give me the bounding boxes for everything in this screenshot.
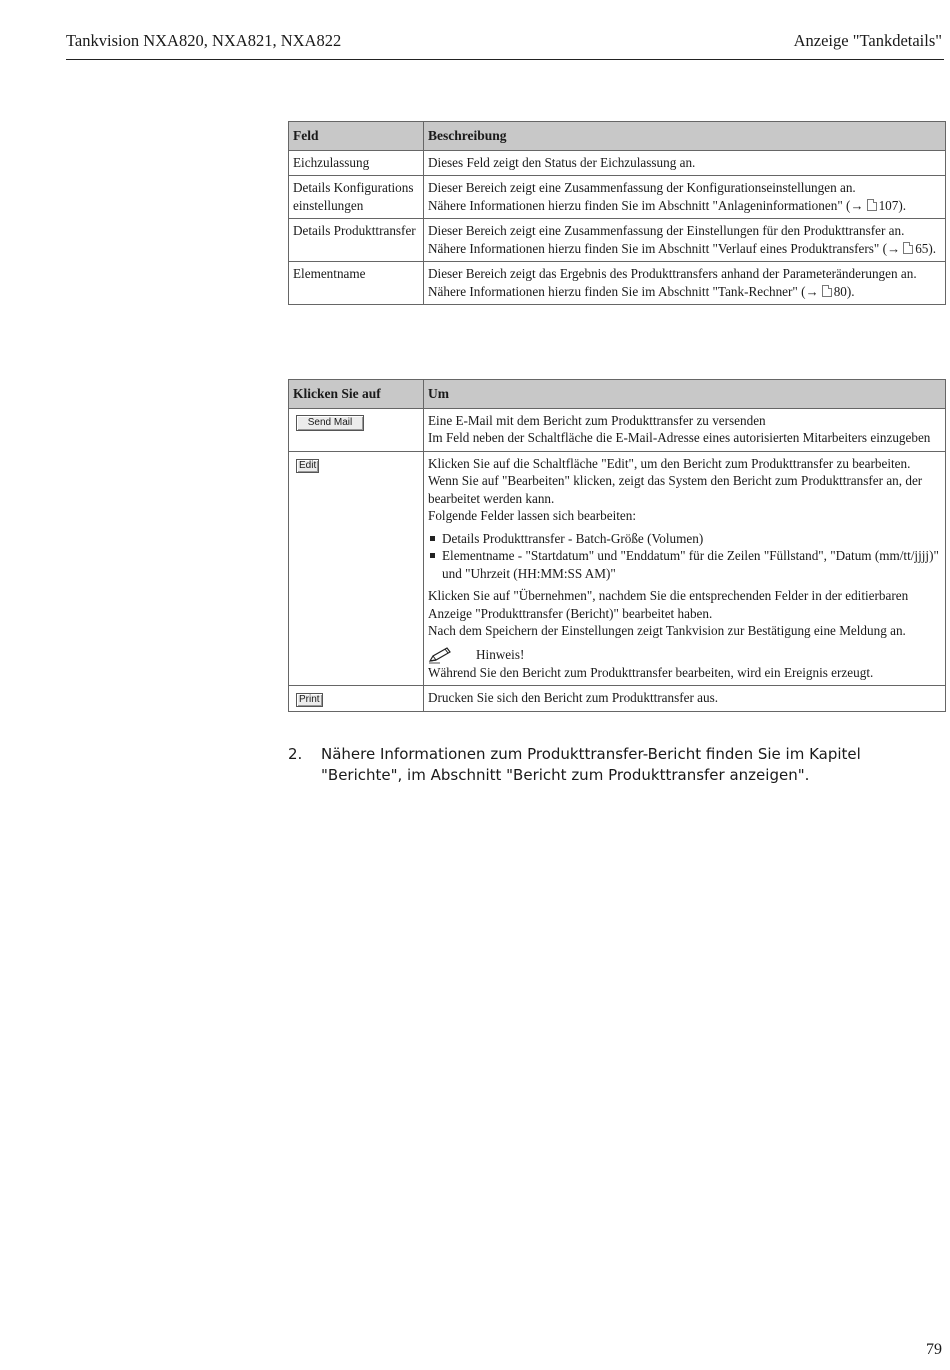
column-header-click: Klicken Sie auf [289, 380, 424, 409]
table-row [289, 150, 946, 176]
field-name: Details Produkttransfer [289, 219, 424, 262]
header-rule [66, 59, 944, 60]
table-row [289, 408, 946, 451]
table-row [289, 686, 946, 712]
action-description: Im Feld neben der Schaltfläche die E-Mail-Adresse eines autorisierten Mitarbeiters einzugeben [428, 430, 931, 445]
field-name: Eichzulassung [289, 150, 424, 176]
action-description: Wenn Sie auf "Bearbeiten" klicken, zeigt das System den Bericht zum Produkttransfer an, der bearbeitet werden kann. [428, 473, 923, 506]
field-description [424, 219, 946, 262]
description-line: Dieser Bereich zeigt eine Zusammenfassung der Einstellungen für den Produkttransfer an. [428, 223, 905, 238]
action-description: Folgende Felder lassen sich bearbeiten: [428, 508, 637, 523]
column-header-description: Beschreibung [424, 122, 946, 151]
description-reference: Nähere Informationen hierzu finden Sie im Abschnitt "Tank-Rechner" (→ 80). [428, 283, 855, 299]
field-description-table [288, 121, 946, 305]
note-heading [428, 646, 941, 664]
step-text: Nähere Informationen zum Produkttransfer-Bericht finden Sie im Kapitel "Berichte", im Abschnitt "Bericht zum Produkttransfer anzeigen". [321, 745, 861, 784]
action-description: Drucken Sie sich den Bericht zum Produkttransfer aus. [424, 686, 946, 712]
table-row [289, 262, 946, 305]
table-header-row [289, 380, 946, 409]
field-name: Elementname [289, 262, 424, 305]
action-description: Klicken Sie auf die Schaltfläche "Edit", um den Bericht zum Produkttransfer zu bearbeiten. [428, 455, 911, 471]
step-number: 2. [288, 745, 303, 763]
page-reference-icon [867, 199, 877, 211]
description-line: Dieser Bereich zeigt eine Zusammenfassung der Konfigurationseinstellungen an. [428, 180, 856, 195]
field-description [424, 262, 946, 305]
action-description: Nach dem Speichern der Einstellungen zeigt Tankvision zur Bestätigung eine Meldung an. [428, 623, 906, 638]
description-line: Dieser Bereich zeigt das Ergebnis des Produkttransfers anhand der Parameteränderungen an. [428, 266, 917, 281]
numbered-step [288, 744, 928, 786]
edit-button[interactable]: Edit [296, 459, 319, 473]
pencil-note-icon [428, 646, 454, 664]
note-text: Während Sie den Bericht zum Produkttransfer bearbeiten, wird ein Ereignis erzeugt. [428, 664, 874, 680]
page-number: 79 [926, 1341, 942, 1358]
field-description [424, 176, 946, 219]
table-row [289, 451, 946, 686]
description-reference: Nähere Informationen hierzu finden Sie im Abschnitt "Verlauf eines Produktransfers" (→ 65). [428, 240, 937, 256]
column-header-purpose: Um [424, 380, 946, 409]
send-mail-button[interactable]: Send Mail [296, 415, 364, 431]
column-header-field: Feld [289, 122, 424, 151]
note-title: Hinweis! [476, 646, 525, 662]
print-button[interactable]: Print [296, 693, 323, 707]
list-item: Elementname - "Startdatum" und "Enddatum" für die Zeilen "Füllstand", "Datum (mm/tt/jjjj)" und "Uhrzeit (HH:MM:SS AM)" [428, 547, 941, 582]
editable-fields-list [428, 530, 941, 583]
action-description: Eine E-Mail mit dem Bericht zum Produkttransfer zu versenden [428, 412, 766, 428]
running-header-title: Tankvision NXA820, NXA821, NXA822 [66, 31, 342, 50]
page-reference-icon [903, 242, 913, 254]
table-row [289, 176, 946, 219]
description-reference: Nähere Informationen hierzu finden Sie im Abschnitt "Anlageninformationen" (→ 107). [428, 197, 907, 213]
page-reference-icon [822, 285, 832, 297]
field-description: Dieses Feld zeigt den Status der Eichzulassung an. [424, 150, 946, 176]
table-header-row [289, 122, 946, 151]
list-item: Details Produkttransfer - Batch-Größe (Volumen) [428, 530, 941, 548]
field-name: Details Konfigurationseinstellungen [289, 176, 424, 219]
running-header-section: Anzeige "Tankdetails" [793, 31, 942, 50]
table-row [289, 219, 946, 262]
action-description: Klicken Sie auf "Übernehmen", nachdem Sie die entsprechenden Felder in der editierbaren Anzeige "Produkttransfer (Bericht)" bearbeitet haben. [428, 588, 909, 621]
button-action-table [288, 379, 946, 712]
